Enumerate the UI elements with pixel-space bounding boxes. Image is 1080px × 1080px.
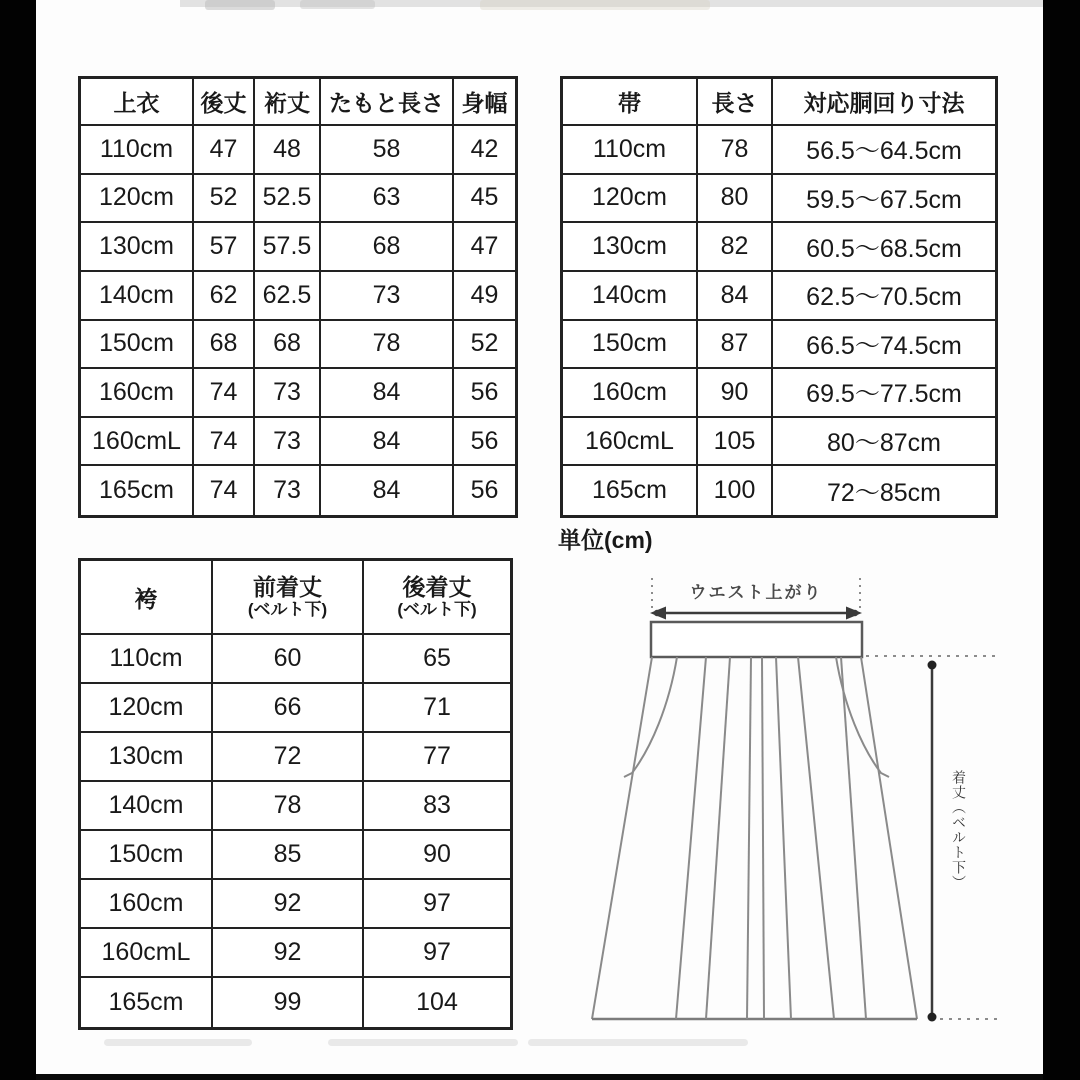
header-cell: 裄丈 <box>255 79 321 126</box>
value-cell: 62.5～70.5cm <box>773 272 995 321</box>
value-cell: 100 <box>698 466 773 515</box>
size-cell: 150cm <box>81 831 213 880</box>
top-crop-artifact <box>480 0 710 10</box>
size-cell: 110cm <box>81 126 194 175</box>
size-cell: 130cm <box>563 223 698 272</box>
value-cell: 73 <box>255 466 321 515</box>
value-cell: 69.5～77.5cm <box>773 369 995 418</box>
size-cell: 130cm <box>81 733 213 782</box>
unit-note: 単位(cm) <box>558 527 653 553</box>
value-cell: 52 <box>454 321 515 370</box>
left-black-bar <box>0 0 36 1080</box>
value-cell: 80～87cm <box>773 418 995 467</box>
header-cell: 身幅 <box>454 79 515 126</box>
header-cell: 上衣 <box>81 79 194 126</box>
size-cell: 160cm <box>563 369 698 418</box>
value-cell: 78 <box>698 126 773 175</box>
value-cell: 58 <box>321 126 454 175</box>
bottom-black-bar <box>36 1074 1043 1080</box>
value-cell: 52.5 <box>255 175 321 224</box>
value-cell: 62.5 <box>255 272 321 321</box>
size-cell: 160cmL <box>81 929 213 978</box>
hakama-size-table <box>78 558 513 1030</box>
value-cell: 60 <box>213 635 364 684</box>
waist-width-label: ウエスト上がり <box>689 583 823 602</box>
value-cell: 63 <box>321 175 454 224</box>
length-label: 着丈（ベルト下） <box>951 770 967 890</box>
value-cell: 74 <box>194 466 255 515</box>
right-black-bar <box>1043 0 1080 1080</box>
value-cell: 56 <box>454 369 515 418</box>
size-cell: 150cm <box>563 321 698 370</box>
header-cell: たもと長さ <box>321 79 454 126</box>
size-cell: 120cm <box>81 684 213 733</box>
value-cell: 68 <box>321 223 454 272</box>
size-cell: 120cm <box>81 175 194 224</box>
size-cell: 165cm <box>81 466 194 515</box>
size-cell: 150cm <box>81 321 194 370</box>
header-subline: (ベルト下) <box>397 600 477 620</box>
value-cell: 56 <box>470 476 499 505</box>
size-cell: 160cmL <box>81 418 194 467</box>
value-cell: 57.5 <box>255 223 321 272</box>
value-cell: 97 <box>364 880 510 929</box>
value-cell: 84 <box>698 272 773 321</box>
value-cell: 60.5～68.5cm <box>773 223 995 272</box>
size-cell: 160cm <box>81 880 213 929</box>
obi-size-table <box>560 76 998 518</box>
value-cell: 84 <box>321 369 454 418</box>
value-cell: 90 <box>698 369 773 418</box>
value-cell: 77 <box>364 733 510 782</box>
left-side-slit <box>624 657 677 777</box>
value-cell: 48 <box>255 126 321 175</box>
value-cell: 72 <box>213 733 364 782</box>
right-side-slit <box>836 657 889 777</box>
size-cell: 160cm <box>81 369 194 418</box>
value-cell: 73 <box>255 369 321 418</box>
header-cell: 対応胴回り寸法 <box>773 79 995 126</box>
size-cell: 165cm <box>81 978 213 1027</box>
value-cell: 83 <box>364 782 510 831</box>
value-cell: 92 <box>213 880 364 929</box>
value-cell: 87 <box>698 321 773 370</box>
value-cell: 92 <box>213 929 364 978</box>
header-line: 前着丈 <box>253 574 322 600</box>
top-crop-artifact <box>205 0 275 10</box>
value-cell: 72～85cm <box>827 478 941 507</box>
value-cell: 62 <box>194 272 255 321</box>
value-cell: 57 <box>194 223 255 272</box>
value-cell: 56 <box>454 418 515 467</box>
size-cell: 130cm <box>81 223 194 272</box>
header-cell <box>213 561 364 635</box>
header-cell <box>364 561 510 635</box>
value-cell: 68 <box>194 321 255 370</box>
value-cell: 78 <box>321 321 454 370</box>
value-cell: 85 <box>213 831 364 880</box>
bottom-crop-artifact <box>328 1039 518 1046</box>
header-cell: 後丈 <box>194 79 255 126</box>
value-cell: 59.5～67.5cm <box>773 175 995 224</box>
header-line: 後着丈 <box>402 574 472 600</box>
value-cell: 47 <box>194 126 255 175</box>
header-cell: 袴 <box>81 561 213 635</box>
value-cell: 45 <box>454 175 515 224</box>
value-cell: 42 <box>454 126 515 175</box>
value-cell: 80 <box>698 175 773 224</box>
value-cell: 73 <box>321 272 454 321</box>
hakama-skirt-shape <box>592 657 917 1019</box>
width-arrow-icon <box>650 607 862 620</box>
value-cell: 49 <box>454 272 515 321</box>
value-cell: 66.5～74.5cm <box>773 321 995 370</box>
value-cell: 52 <box>194 175 255 224</box>
value-cell: 105 <box>698 418 773 467</box>
value-cell: 56.5～64.5cm <box>773 126 995 175</box>
size-cell: 120cm <box>563 175 698 224</box>
value-cell: 47 <box>454 223 515 272</box>
value-cell: 73 <box>255 418 321 467</box>
value-cell: 71 <box>364 684 510 733</box>
header-cell: 長さ <box>698 79 773 126</box>
size-cell: 140cm <box>81 782 213 831</box>
size-cell: 160cmL <box>563 418 698 467</box>
size-cell: 140cm <box>563 272 698 321</box>
value-cell: 84 <box>321 466 454 515</box>
bottom-crop-artifact <box>528 1039 748 1046</box>
value-cell: 78 <box>213 782 364 831</box>
value-cell: 99 <box>213 978 364 1027</box>
value-cell: 97 <box>364 929 510 978</box>
value-cell: 84 <box>321 418 454 467</box>
value-cell: 68 <box>255 321 321 370</box>
value-cell: 74 <box>194 369 255 418</box>
value-cell: 65 <box>364 635 510 684</box>
bottom-crop-artifact <box>104 1039 252 1046</box>
value-cell: 90 <box>364 831 510 880</box>
size-cell: 165cm <box>563 466 698 515</box>
top-crop-artifact <box>300 0 375 9</box>
jacket-size-table <box>78 76 518 518</box>
waistband-shape <box>651 622 862 657</box>
header-cell: 帯 <box>563 79 698 126</box>
size-cell: 110cm <box>81 635 213 684</box>
value-cell: 104 <box>416 988 458 1016</box>
size-cell: 110cm <box>563 126 698 175</box>
height-arrow-icon <box>928 661 937 1022</box>
value-cell: 66 <box>213 684 364 733</box>
value-cell: 74 <box>194 418 255 467</box>
size-cell: 140cm <box>81 272 194 321</box>
value-cell: 82 <box>698 223 773 272</box>
header-subline: (ベルト下) <box>247 600 328 620</box>
